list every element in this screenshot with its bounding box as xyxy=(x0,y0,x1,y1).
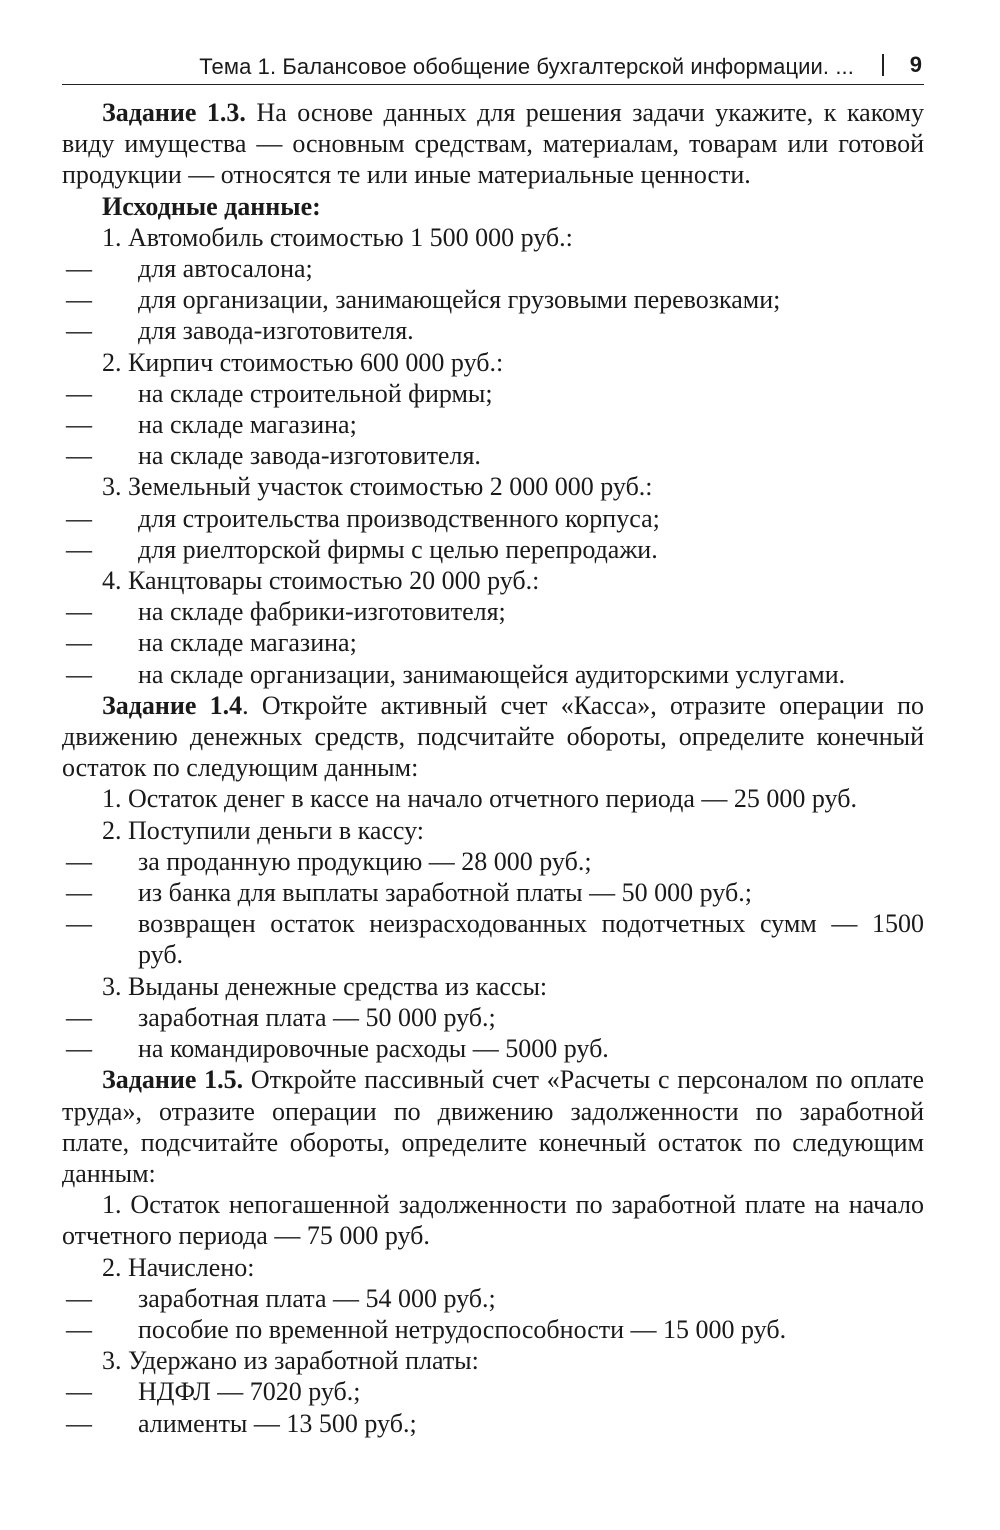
task-1-4-item-2: 2. Поступили деньги в кассу: xyxy=(102,815,424,845)
task-1-5-item-3: 3. Удержано из заработной платы: xyxy=(102,1346,479,1376)
task-1-3-text: На основе данных для решения задачи укажите, к какому виду имущества — основным средствам, материалам, товарам или готовой продукции — относятся те или иные материальные ценности. xyxy=(62,98,924,190)
list-item: — заработная плата — 54 000 руб.; xyxy=(62,1283,924,1314)
list-item: — на складе организации, занимающейся аудиторскими услугами. xyxy=(62,659,924,690)
list-item: — возвращен остаток неизрасходованных подотчетных сумм — 1500 руб. xyxy=(62,908,924,970)
dash-marker: — xyxy=(66,846,92,876)
dash-marker: — xyxy=(66,316,92,346)
list-item: — для завода-изготовителя. xyxy=(62,315,924,346)
dash-marker: — xyxy=(66,534,92,564)
dash-marker: — xyxy=(66,659,92,689)
task-1-3-item-2: 2. Кирпич стоимостью 600 000 руб.: xyxy=(102,347,504,377)
task-1-3-item-1: 1. Автомобиль стоимостью 1 500 000 руб.: xyxy=(102,222,573,252)
task-1-5-label: Задание 1.5. xyxy=(102,1065,244,1095)
dash-marker: — xyxy=(66,909,92,939)
list-item: — для организации, занимающейся грузовыми перевозками; xyxy=(62,284,924,315)
list-item: — для риелторской фирмы с целью перепродажи. xyxy=(62,534,924,565)
list-item: — на складе магазина; xyxy=(62,627,924,658)
task-1-3-paragraph xyxy=(62,97,924,191)
task-1-4-paragraph xyxy=(62,690,924,784)
list-item: — заработная плата — 50 000 руб.; xyxy=(62,1002,924,1033)
dash-marker: — xyxy=(66,1377,92,1407)
dash-marker: — xyxy=(66,878,92,908)
dash-marker: — xyxy=(66,1034,92,1064)
dash-marker: — xyxy=(66,1314,92,1344)
list-item: — НДФЛ — 7020 руб.; xyxy=(62,1376,924,1407)
list-item: — на складе фабрики-изготовителя; xyxy=(62,596,924,627)
task-1-5-item-1: 1. Остаток непогашенной задолженности по заработной плате на начало отчетного периода — 75 000 руб. xyxy=(62,1190,924,1251)
list-item: — на складе завода-изготовителя. xyxy=(62,440,924,471)
page-number: 9 xyxy=(909,52,922,77)
chapter-title: Тема 1. Балансовое обобщение бухгалтерской информации. ... xyxy=(199,54,854,79)
dash-marker: — xyxy=(66,1002,92,1032)
list-item: — из банка для выплаты заработной платы — 50 000 руб.; xyxy=(62,877,924,908)
list-item: — на складе магазина; xyxy=(62,409,924,440)
dash-marker: — xyxy=(66,441,92,471)
list-item: — на командировочные расходы — 5000 руб. xyxy=(62,1033,924,1064)
list-item: — на складе строительной фирмы; xyxy=(62,378,924,409)
dash-marker: — xyxy=(66,1283,92,1313)
task-1-3-label: Задание 1.3. xyxy=(102,98,246,127)
dash-marker: — xyxy=(66,378,92,408)
dash-marker: — xyxy=(66,628,92,658)
dash-marker: — xyxy=(66,1408,92,1438)
page-body xyxy=(62,97,924,1439)
list-item: — за проданную продукцию — 28 000 руб.; xyxy=(62,846,924,877)
dash-marker: — xyxy=(66,410,92,440)
dash-marker: — xyxy=(66,254,92,284)
task-1-3-item-4: 4. Канцтовары стоимостью 20 000 руб.: xyxy=(102,566,540,596)
header-divider xyxy=(882,54,884,76)
task-1-3-item-3: 3. Земельный участок стоимостью 2 000 000 руб.: xyxy=(102,472,653,502)
list-item: — для автосалона; xyxy=(62,253,924,284)
list-item: — для строительства производственного корпуса; xyxy=(62,503,924,534)
list-item: — алименты — 13 500 руб.; xyxy=(62,1408,924,1439)
task-1-4-item-3: 3. Выданы денежные средства из кассы: xyxy=(102,971,548,1001)
task-1-5-text: Откройте пассивный счет «Расчеты с персоналом по оплате труда», отразите операции по движению задолженности по заработной плате, подсчитайте обороты, определите конечный остаток по следующим данным: xyxy=(62,1065,924,1188)
task-1-5-item-2: 2. Начислено: xyxy=(102,1252,255,1282)
dash-marker: — xyxy=(66,285,92,315)
task-1-5-paragraph xyxy=(62,1064,924,1189)
dash-marker: — xyxy=(66,597,92,627)
dash-marker: — xyxy=(66,503,92,533)
task-1-4-text: . Откройте активный счет «Касса», отразите операции по движению денежных средств, подсчитайте обороты, определите конечный остаток по следующим данным: xyxy=(62,690,924,783)
running-header xyxy=(62,48,924,85)
source-data-heading: Исходные данные: xyxy=(102,191,321,221)
task-1-4-label: Задание 1.4 xyxy=(102,690,243,720)
list-item: — пособие по временной нетрудоспособности — 15 000 руб. xyxy=(62,1314,924,1345)
task-1-4-item-1: 1. Остаток денег в кассе на начало отчетного периода — 25 000 руб. xyxy=(102,784,857,814)
